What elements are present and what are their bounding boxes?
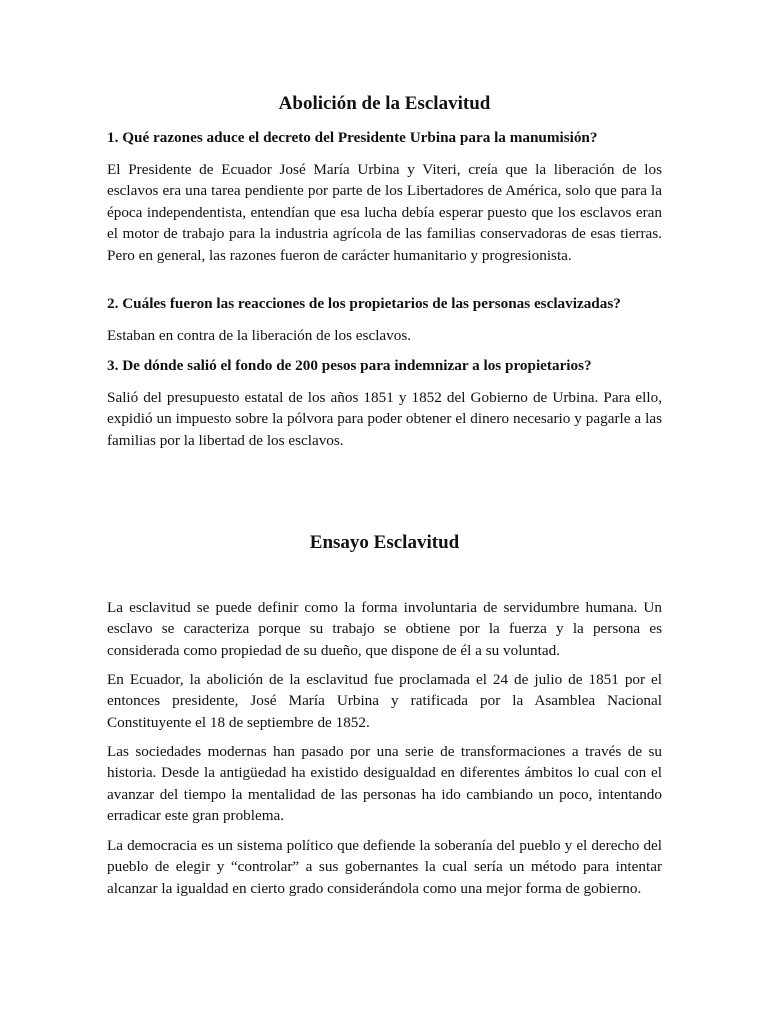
section-title-ensayo: Ensayo Esclavitud [309,532,460,553]
question-1: 1. Qué razones aduce el decreto del Presidente Urbina para la manumisión? [107,129,598,146]
section-title-abolicion: Abolición de la Esclavitud [278,93,491,114]
answer-3: Salió del presupuesto estatal de los años 1851 y 1852 del Gobierno de Urbina. Para ello, expidió un impuesto sobre la pólvora para poder obtener el dinero necesario y pagarle a las familias por la libertad de los esclavos. [107,389,662,449]
essay-paragraph-4: La democracia es un sistema político que defiende la soberanía del pueblo y el derecho del pueblo de elegir y “controlar” a sus gobernantes la cual sería un método para intentar alcanzar la igualdad en cierto grado considerándola como una mejor forma de gobierno. [107,837,662,897]
essay-paragraph-3: Las sociedades modernas han pasado por una serie de transformaciones a través de su historia. Desde la antigüedad ha existido desigualdad en diferentes ámbitos lo cual con el avanzar del tiempo la mentalidad de las personas ha ido cambiando un poco, intentando erradicar este gran problema. [107,743,662,825]
answer-2: Estaban en contra de la liberación de los esclavos. [107,327,412,344]
question-3: 3. De dónde salió el fondo de 200 pesos para indemnizar a los propietarios? [107,357,592,374]
answer-1: El Presidente de Ecuador José María Urbina y Viteri, creía que la liberación de los esclavos era una tarea pendiente por parte de los Libertadores de América, solo que para la época independentista, entendían que esa lucha debía esperar puesto que los esclavos eran el motor de trabajo para la industria agrícola de las familias conservadoras de esas tierras. Pero en general, las razones fueron de carácter humanitario y progresionista. [107,161,662,264]
essay-paragraph-2: En Ecuador, la abolición de la esclavitud fue proclamada el 24 de julio de 1851 por el entonces presidente, José María Urbina y ratificada por la Asamblea Nacional Constituyente el 18 de septiembre de 1852. [107,671,662,731]
essay-paragraph-1: La esclavitud se puede definir como la forma involuntaria de servidumbre humana. Un esclavo se caracteriza porque su trabajo se obtiene por la fuerza y la persona es considerada como propiedad de su dueño, que dispone de él a su voluntad. [107,599,662,659]
question-2: 2. Cuáles fueron las reacciones de los propietarios de las personas esclavizadas? [107,295,621,312]
